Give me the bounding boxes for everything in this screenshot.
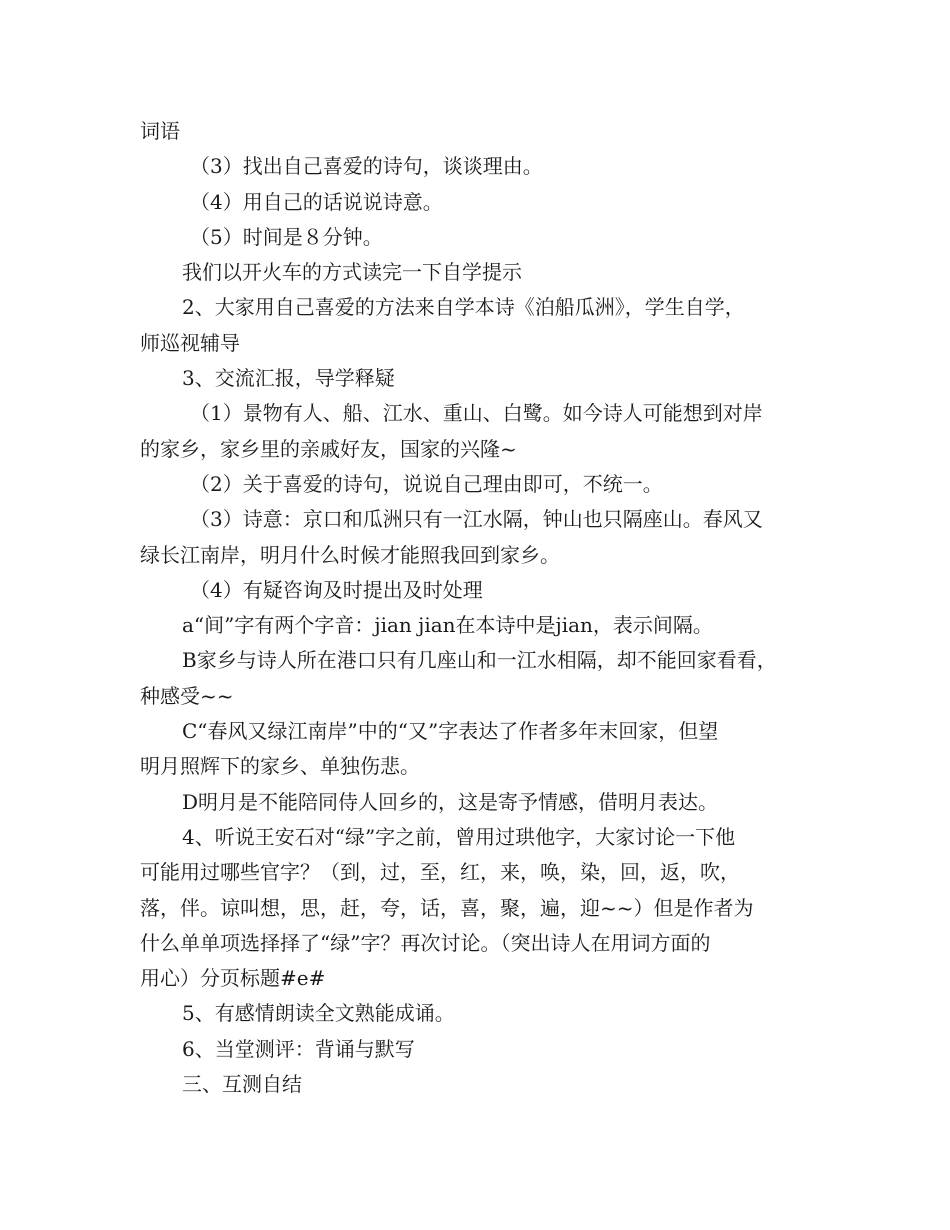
text-line: B家乡与诗人所在港口只有几座山和一江水相隔，却不能回家看看，	[182, 648, 777, 673]
text-line: D明月是不能陪同侍人回乡的，这是寄予情感，借明月表达。	[182, 789, 719, 814]
text-line: （4）用自己的话说说诗意。	[190, 189, 443, 214]
text-line: C“春风又绿江南岸”中的“又”字表达了作者多年末回家，但望	[182, 719, 719, 744]
text-line: （1）景物有人、船、江水、重山、白鹭。如今诗人可能想到对岸	[190, 401, 763, 426]
text-line: 我们以开火车的方式读完一下自学提示	[182, 260, 522, 285]
text-line: 可能用过哪些官字？（到，过，至，红，来，唤，染，回，返，吹，	[140, 860, 740, 885]
text-line: 种感受~~	[140, 683, 234, 708]
document-body	[140, 114, 820, 1102]
text-line: 3、交流汇报，导学释疑	[182, 366, 395, 391]
text-line: 师巡视辅导	[140, 330, 240, 355]
text-line: 6、当堂测评：背诵与默写	[182, 1036, 415, 1061]
text-line: 落，伴。谅叫想，思，赶，夸，话，喜，聚，遍，迎~~）但是作者为	[140, 895, 754, 920]
text-line: 明月照辉下的家乡、单独伤悲。	[140, 754, 420, 779]
text-line: 的家乡，家乡里的亲戚好友，国家的兴隆~	[140, 436, 517, 461]
text-line: （2）关于喜爱的诗句，说说自己理由即可，不统一。	[190, 471, 663, 496]
text-line: 5、有感情朗读全文熟能成诵。	[182, 1001, 455, 1026]
text-line: a“间”字有两个字音：jian jian在本诗中是jian，表示间隔。	[182, 613, 713, 638]
text-line: （5）时间是８分钟。	[190, 224, 383, 249]
text-line: 什么单单项选择择了“绿”字？再次讨论。（突出诗人在用词方面的	[140, 930, 711, 955]
text-line: 2、大家用自己喜爱的方法来自学本诗《泊船瓜洲》，学生自学，	[182, 295, 745, 320]
text-line: 词语	[140, 119, 180, 143]
text-line: 4、听说王安石对“绿”字之前，曾用过珙他字，大家讨论一下他	[182, 824, 736, 849]
text-line: 绿长江南岸，明月什么时候才能照我回到家乡。	[140, 542, 560, 567]
text-line: 三、互测自结	[182, 1072, 302, 1097]
text-line: （4）有疑咨询及时提出及时处理	[190, 577, 483, 602]
text-line: （3）诗意：京口和瓜洲只有一江水隔，钟山也只隔座山。春风又	[190, 507, 763, 532]
text-line: 用心）分页标题#e#	[140, 966, 326, 991]
text-line: （3）找出自己喜爱的诗句，谈谈理由。	[190, 154, 543, 179]
